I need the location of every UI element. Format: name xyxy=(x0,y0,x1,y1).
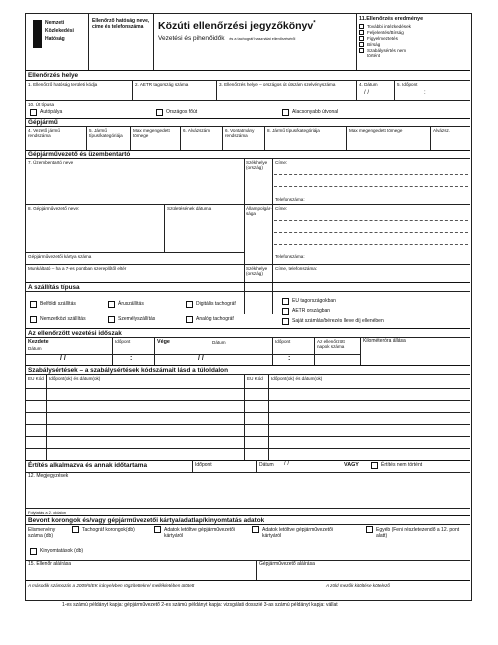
place-date-input[interactable]: / / xyxy=(364,90,370,96)
sec-driver-title: Gépjárművezető és üzembentartó xyxy=(28,151,131,158)
place-f1: 1. Ellenőrző hatóság területi kódja xyxy=(28,82,98,87)
domestic-checkbox[interactable] xyxy=(30,301,37,308)
viol-row xyxy=(26,448,470,449)
inspection-form xyxy=(25,13,472,601)
inspector-signature-label: 15. Ellenőr aláírása xyxy=(28,561,72,567)
result-fine-report: Feljelentés/Bírság xyxy=(367,30,404,35)
data-card-checkbox-2[interactable] xyxy=(252,526,259,533)
driver-f7: 7. Üzembentartó neve xyxy=(28,160,74,165)
road-national-label: Országos főút xyxy=(166,109,198,115)
org-line-2: Közlekedési xyxy=(45,28,74,34)
other-checkbox[interactable] xyxy=(366,526,373,533)
operator-phone-label: Telefonszáma: xyxy=(275,197,305,202)
sec-seized-title: Bevont korongok és/vagy gépjárművezetői kártya/adatlap/kinyomtatás adatok xyxy=(28,517,265,524)
vehicle-f11: Alvázsz. xyxy=(433,128,451,133)
form-title-text: Közúti ellenőrzési jegyzőkönyv xyxy=(158,20,314,32)
tacho-discs-checkbox[interactable] xyxy=(72,526,79,533)
sec-period-title: Az ellenőrzött vezetési időszak xyxy=(28,330,122,337)
footnote-left: A második számozás a 2009/5/EK irányelvben rögzítettekre/ mellékletében ütötett xyxy=(28,583,195,588)
data-card-checkbox-1[interactable] xyxy=(154,526,161,533)
vehicle-f8: 6. Vontatmány rendszáma xyxy=(225,128,255,138)
road-motorway-label: Autópálya xyxy=(40,109,63,115)
vehicle-f4: 4. Vezető jármű rendszáma xyxy=(28,128,60,138)
period-end-label: Vége xyxy=(157,339,170,345)
continued-note: Folytatás a 2. oldalon xyxy=(28,510,67,515)
driver-address-label: Címe: xyxy=(275,206,288,211)
notice-none-checkbox[interactable] xyxy=(371,462,378,469)
period-start-date-label: Dátum xyxy=(28,346,42,351)
viol-time-header-2: Időpont(ok) és dátum(ok) xyxy=(271,376,323,381)
data-card-label-2: Adatok letöltve gépjárművezetői kártyáról xyxy=(262,527,333,539)
road-lower-label: Alacsonyabb útvonal xyxy=(292,109,339,115)
period-end-date-label: Dátum xyxy=(212,340,226,345)
authority-name-label: Ellenőrző hatóság neve, címe és telefonszáma xyxy=(92,18,150,30)
other-label: Egyéb (Feni részletezendő a 12. pont alatt) xyxy=(376,527,460,539)
driver-signature-label: Gépjárművezető aláírása xyxy=(259,561,315,567)
sec-vehicle-title: Gépjármű xyxy=(28,119,58,126)
notice-date-label: Dátum xyxy=(259,462,274,468)
copies-distribution: 1-es számú példányt kapja: gépjárművezető 2-es számú példányt kapja: vizsgálati dosszié 3-as számú példányt kapja: vállat xyxy=(62,602,338,608)
period-end-date-input[interactable]: / / xyxy=(198,355,204,362)
driver-citizen-label: Állampolgár-sága xyxy=(246,206,272,216)
viol-row xyxy=(26,400,470,401)
analog-tacho-checkbox[interactable] xyxy=(186,316,193,323)
place-f2: 2. AETR tagország száma xyxy=(135,82,189,87)
domestic-label: Belföldi szállítás xyxy=(40,301,76,307)
footnote-right: A zöld mezők kitöltése kötelező xyxy=(326,583,390,588)
vehicle-f5: 5. Jármű típus/kategóriája xyxy=(89,128,123,138)
passenger-label: Személyszállítás xyxy=(118,316,156,322)
place-f4: 4. Dátum xyxy=(359,82,378,87)
own-account-label: Saját számlás/bérezés lleve díj ellenében xyxy=(292,318,384,324)
road-lower-checkbox[interactable] xyxy=(282,109,289,116)
viol-row xyxy=(26,388,470,389)
vehicle-f7: 6. Alvázszám xyxy=(183,128,211,133)
passenger-checkbox[interactable] xyxy=(108,316,115,323)
period-km-label: Kilométeróra állása xyxy=(363,338,406,344)
receipt-number-label: Elismervény száma (db) xyxy=(28,527,56,539)
sec-violations-title: Szabálysértések – a szabálysértések kódszámait lásd a túloldalon xyxy=(28,367,228,374)
remarks-label: 12. Megjegyzések xyxy=(28,473,69,479)
form-subtitle-small: és a tachográf használat ellenőrzéséről xyxy=(229,37,296,41)
international-label: Nemzetközi szállítás xyxy=(40,316,86,322)
viol-row xyxy=(26,424,470,425)
sec-transport-title: A szállítás típusa xyxy=(28,284,80,291)
eu-countries-label: EU tagországokban xyxy=(292,298,336,304)
printouts-label: Kinyomtatások (db) xyxy=(40,548,84,554)
vehicle-f9: 8. Jármű típus/kategóriája xyxy=(267,128,320,133)
place-time-input[interactable]: : xyxy=(424,90,426,96)
notice-time-label: Időpont xyxy=(195,462,212,468)
digital-tacho-label: Digitális tachográf xyxy=(196,301,236,307)
period-end-time-label: Időpont xyxy=(275,339,291,344)
employer-country-label: Székhelye (ország) xyxy=(246,266,268,276)
printouts-checkbox[interactable] xyxy=(30,548,37,555)
sec-place-title: Ellenőrzés helye xyxy=(28,72,79,79)
aetr-countries-checkbox[interactable] xyxy=(282,308,289,315)
eu-countries-checkbox[interactable] xyxy=(282,298,289,305)
form-title xyxy=(158,20,316,32)
period-start-label: Kezdete xyxy=(28,339,49,345)
viol-code-header-2: EU Kód xyxy=(247,376,263,381)
period-start-time-label: Időpont xyxy=(115,339,131,344)
operator-country-label: Székhelye (ország) xyxy=(246,160,268,170)
notice-or-label: VAGY xyxy=(344,462,359,468)
result-fine: Bírság xyxy=(367,42,381,47)
place-f10: 10. Út típusa xyxy=(28,102,55,107)
international-checkbox[interactable] xyxy=(30,316,37,323)
employer-address-label: Címe, telefonszáma: xyxy=(275,266,318,271)
period-start-date-input[interactable]: / / xyxy=(60,355,66,362)
result-warning: Figyelmeztetés xyxy=(367,36,398,41)
road-national-checkbox[interactable] xyxy=(156,109,163,116)
analog-tacho-label: Analóg tachográf xyxy=(196,316,234,322)
driver-card-label: Gépjárművezetői kártya száma xyxy=(28,254,92,259)
authority-logo-box xyxy=(31,17,87,69)
own-account-checkbox[interactable] xyxy=(282,318,289,325)
place-f3: 3. Ellenőrzés helye – országos út útszám szelvényszáma xyxy=(219,82,336,87)
data-card-label-1: Adatok letöltve gépjárművezetői kártyáról xyxy=(164,527,235,539)
logo-black-block xyxy=(33,20,42,48)
aetr-countries-label: AETR országban xyxy=(292,308,331,314)
place-f5: 5. Időpont xyxy=(397,82,418,87)
result-title: 11.Ellenőrzés eredménye xyxy=(359,16,424,22)
notice-none-label: Értítés nem történt xyxy=(381,462,423,468)
road-motorway-checkbox[interactable] xyxy=(30,109,37,116)
vehicle-f6: Max megengedett tömege xyxy=(133,128,170,138)
org-line-3: Hatóság xyxy=(45,36,65,42)
driver-name-label: 8. Gépjárművezető neve: xyxy=(28,206,80,211)
result-further: További intézkedések xyxy=(367,24,411,29)
viol-time-header-1: Időpont(ok) és dátum(ok) xyxy=(49,376,101,381)
period-days-label: Az ellenőrzött napok száma xyxy=(317,339,345,349)
vehicle-f10: Max megengedett tömege xyxy=(349,128,403,133)
employer-label: Munkáltató – ha a 7-es pontban szereplőtől eltér xyxy=(28,266,127,271)
digital-tacho-checkbox[interactable] xyxy=(186,301,193,308)
form-subtitle-text: Vezetési és pihenőidők xyxy=(158,35,225,42)
form-title-asterisk: * xyxy=(313,20,316,27)
period-end-time-input[interactable]: : xyxy=(288,355,291,362)
driver-phone-label: Telefonszáma: xyxy=(275,254,305,259)
result-no-violation: Szabálysértés nem történt xyxy=(367,48,407,58)
notice-date-input[interactable]: / / xyxy=(284,461,290,467)
goods-checkbox[interactable] xyxy=(108,301,115,308)
tacho-discs-label: Tachográf korongok(db) xyxy=(82,527,135,533)
form-subtitle xyxy=(158,35,295,42)
org-line-1: Nemzeti xyxy=(45,20,65,26)
driver-birth-label: Születésének dátuma xyxy=(167,206,212,211)
operator-address-label: Címe: xyxy=(275,160,288,165)
period-start-time-input[interactable]: : xyxy=(130,355,133,362)
goods-label: Áruszállítás xyxy=(118,301,144,307)
viol-row xyxy=(26,412,470,413)
sec-notice-title: Értítés alkalmazva és annak időtartama xyxy=(28,462,147,469)
viol-row xyxy=(26,436,470,437)
viol-code-header-1: EU Kód xyxy=(28,376,44,381)
